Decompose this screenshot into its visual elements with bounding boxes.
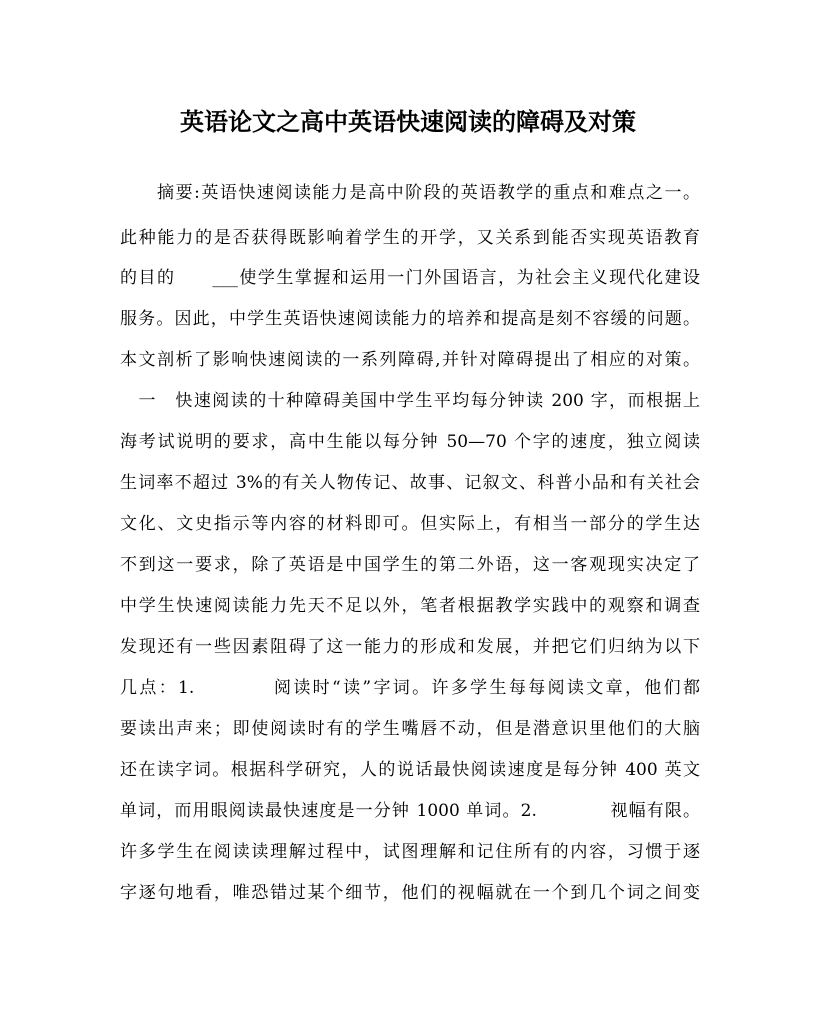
paragraph-line-14: 要读出声来；即使阅读时有的学生嘴唇不动，但是潜意识里他们的大脑 — [120, 719, 700, 739]
paragraph-line-9: 文化、文史指示等内容的材料即可。但实际上，有相当一部分的学生达 — [120, 514, 700, 534]
paragraph-line-8: 生词率不超过 3%的有关人物传记、故事、记叙文、科普小品和有关社会 — [120, 473, 700, 493]
paragraph-line-15: 还在读字词。根据科学研究，人的说话最快阅读速度是每分钟 400 英文 — [120, 760, 700, 780]
paragraph-line-2: 此种能力的是否获得既影响着学生的开学，又关系到能否实现英语教育 — [120, 228, 700, 248]
paragraph-line-16: 单词，而用眼阅读最快速度是一分钟 1000 单词。2. 视幅有限。 — [120, 801, 700, 821]
paragraph-line-7: 海考试说明的要求，高中生能以每分钟 50—70 个字的速度，独立阅读 — [120, 432, 700, 452]
document-title: 英语论文之高中英语快速阅读的障碍及对策 — [180, 107, 636, 136]
paragraph-line-12: 发现还有一些因素阻碍了这一能力的形成和发展，并把它们归纳为以下 — [120, 637, 700, 657]
paragraph-line-13: 几点：1. 阅读时“读”字词。许多学生每每阅读文章，他们都 — [120, 678, 700, 698]
paragraph-line-18: 字逐句地看，唯恐错过某个细节，他们的视幅就在一个到几个词之间变 — [120, 883, 700, 903]
paragraph-line-6: 一 快速阅读的十种障碍美国中学生平均每分钟读 200 字，而根据上 — [120, 391, 700, 411]
paragraph-line-5: 本文剖析了影响快速阅读的一系列障碍,并针对障碍提出了相应的对策。 — [120, 350, 700, 370]
paragraph-line-10: 不到这一要求，除了英语是中国学生的第二外语，这一客观现实决定了 — [120, 555, 700, 575]
paragraph-line-3: 的目的 ___使学生掌握和运用一门外国语言，为社会主义现代化建设 — [120, 268, 700, 288]
paragraph-line-1: 摘要:英语快速阅读能力是高中阶段的英语教学的重点和难点之一。 — [120, 183, 700, 203]
paragraph-line-4: 服务。因此，中学生英语快速阅读能力的培养和提高是刻不容缓的问题。 — [120, 309, 700, 329]
paragraph-line-11: 中学生快速阅读能力先天不足以外，笔者根据教学实践中的观察和调查 — [120, 596, 700, 616]
paragraph-line-17: 许多学生在阅读读理解过程中，试图理解和记住所有的内容，习惯于逐 — [120, 842, 700, 862]
